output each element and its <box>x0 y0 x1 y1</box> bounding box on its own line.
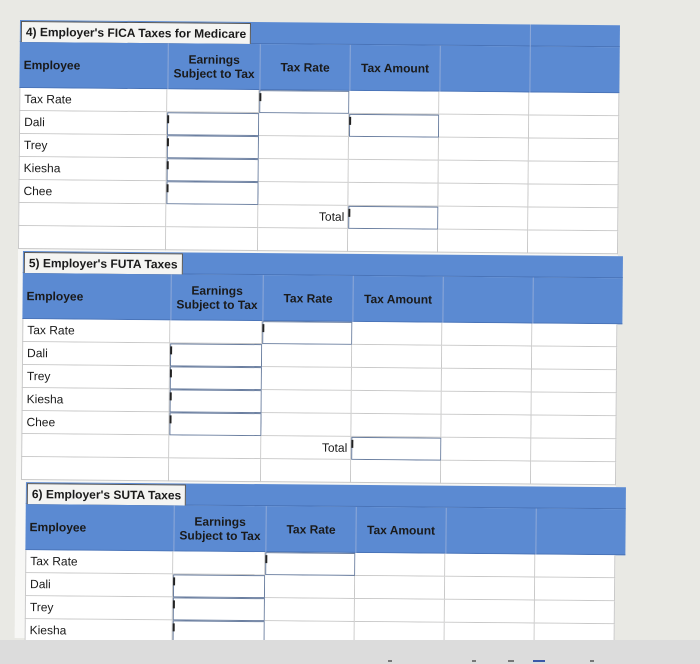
empty-cell <box>439 115 529 139</box>
edge-mark <box>508 660 514 662</box>
empty-cell <box>442 323 532 347</box>
row-label: Dali <box>19 111 167 135</box>
earnings-input[interactable] <box>173 574 265 598</box>
empty-cell <box>535 578 615 602</box>
empty-cell <box>445 554 535 578</box>
section-fica-medicare <box>20 20 620 224</box>
empty-cell <box>166 204 258 228</box>
empty-cell <box>445 577 535 601</box>
row-label: Kiesha <box>22 388 170 412</box>
empty-cell <box>438 184 528 208</box>
empty-cell <box>351 460 441 484</box>
empty-cell <box>169 435 261 459</box>
empty-cell <box>349 91 439 115</box>
header-empty-1 <box>442 277 532 324</box>
empty-cell <box>441 461 531 485</box>
header-employee: Employee <box>26 289 84 304</box>
empty-cell <box>441 438 531 462</box>
row-label: Tax Rate <box>19 88 167 112</box>
header-earnings: Earnings Subject to Tax <box>173 505 265 552</box>
row-label: Chee <box>18 180 166 204</box>
empty-cell <box>532 369 617 393</box>
empty-cell <box>351 414 441 438</box>
empty-cell <box>352 322 442 346</box>
empty-cell <box>258 182 348 206</box>
empty-cell <box>18 203 166 227</box>
header-employee: Employee <box>29 520 87 535</box>
edge-mark <box>590 660 594 662</box>
empty-cell <box>261 459 351 483</box>
empty-cell <box>18 226 166 250</box>
empty-cell <box>532 346 617 370</box>
table-row-blank <box>21 457 621 485</box>
header-tax-rate: Tax Rate <box>265 506 355 553</box>
empty-cell <box>352 345 442 369</box>
section-title-text: 5) Employer's FUTA Taxes <box>24 252 183 275</box>
row-label: Tax Rate <box>25 550 173 574</box>
empty-cell <box>166 227 258 251</box>
empty-cell <box>531 438 616 462</box>
empty-cell <box>349 160 439 184</box>
empty-cell <box>262 344 352 368</box>
row-label: Chee <box>21 411 169 435</box>
empty-cell <box>21 457 169 481</box>
empty-cell <box>348 229 438 253</box>
header-earnings: Earnings Subject to Tax <box>170 274 262 321</box>
earnings-input[interactable] <box>167 158 259 182</box>
empty-cell <box>349 137 439 161</box>
empty-cell <box>438 207 528 231</box>
section-title-text: 4) Employer's FICA Taxes for Medicare <box>21 21 251 45</box>
empty-cell <box>355 576 445 600</box>
edge-mark <box>472 660 476 662</box>
empty-cell <box>170 320 262 344</box>
empty-cell <box>438 230 528 254</box>
empty-cell <box>439 92 529 116</box>
tax-rate-input[interactable] <box>259 90 349 114</box>
empty-cell <box>535 555 615 579</box>
worksheet <box>15 20 620 643</box>
row-label: Dali <box>22 342 170 366</box>
empty-cell <box>529 138 619 162</box>
row-label: Kiesha <box>19 157 167 181</box>
empty-cell <box>532 392 617 416</box>
row-label: Trey <box>22 365 170 389</box>
empty-cell <box>348 183 438 207</box>
empty-cell <box>441 415 531 439</box>
total-input[interactable] <box>351 437 441 461</box>
header-empty-2 <box>532 277 617 324</box>
empty-cell <box>262 390 352 414</box>
empty-cell <box>355 599 445 623</box>
empty-cell <box>259 113 349 137</box>
tax-amount-input[interactable] <box>349 114 439 138</box>
empty-cell <box>259 159 349 183</box>
empty-cell <box>531 461 616 485</box>
total-label: Total <box>261 436 351 460</box>
empty-cell <box>352 391 442 415</box>
row-label: Dali <box>25 573 173 597</box>
header-empty-1 <box>439 46 529 93</box>
empty-cell <box>445 600 535 624</box>
empty-cell <box>528 184 618 208</box>
empty-cell <box>169 458 261 482</box>
tax-rate-input[interactable] <box>262 321 352 345</box>
header-employee: Employee <box>23 58 81 73</box>
empty-cell <box>439 161 529 185</box>
header-tax-amount: Tax Amount <box>352 276 442 323</box>
earnings-input[interactable] <box>167 135 259 159</box>
empty-cell <box>529 92 619 116</box>
table-header <box>25 504 625 555</box>
empty-cell <box>167 89 259 113</box>
screen-bottom-edge <box>0 640 700 664</box>
header-empty-2 <box>529 46 619 93</box>
earnings-input[interactable] <box>173 597 265 621</box>
section-title-text: 6) Employer's SUTA Taxes <box>27 483 187 506</box>
empty-cell <box>529 161 619 185</box>
empty-cell <box>442 369 532 393</box>
header-tax-rate: Tax Rate <box>259 44 349 91</box>
row-label: Tax Rate <box>22 319 170 343</box>
header-tax-amount: Tax Amount <box>349 45 439 92</box>
earnings-input[interactable] <box>167 112 259 136</box>
row-label: Trey <box>19 134 167 158</box>
empty-cell <box>528 207 618 231</box>
empty-cell <box>259 136 349 160</box>
total-input[interactable] <box>348 206 438 230</box>
edge-mark <box>388 660 392 662</box>
row-label: Trey <box>25 596 173 620</box>
empty-cell <box>529 115 619 139</box>
empty-cell <box>532 323 617 347</box>
earnings-input[interactable] <box>170 366 262 390</box>
empty-cell <box>258 228 348 252</box>
header-tax-amount: Tax Amount <box>355 507 445 554</box>
empty-cell <box>528 230 618 254</box>
earnings-input[interactable] <box>166 181 258 205</box>
earnings-input[interactable] <box>170 343 262 367</box>
table-row-blank <box>18 226 618 254</box>
earnings-input[interactable] <box>169 412 261 436</box>
table-header <box>19 42 619 93</box>
total-label: Total <box>258 205 348 229</box>
empty-cell <box>442 392 532 416</box>
earnings-input[interactable] <box>170 389 262 413</box>
empty-cell <box>355 553 445 577</box>
empty-cell <box>262 367 352 391</box>
empty-cell <box>21 434 169 458</box>
header-tax-rate: Tax Rate <box>262 275 352 322</box>
empty-cell <box>265 575 355 599</box>
edge-mark <box>533 660 545 662</box>
title-filler <box>530 24 621 47</box>
empty-cell <box>173 551 265 575</box>
tax-rate-input[interactable] <box>265 552 355 576</box>
empty-cell <box>442 346 532 370</box>
empty-cell <box>352 368 442 392</box>
empty-cell <box>261 413 351 437</box>
empty-cell <box>531 415 616 439</box>
row-label: Kiesha <box>25 619 173 643</box>
empty-cell <box>535 601 615 625</box>
header-empty-2 <box>535 509 615 556</box>
empty-cell <box>439 138 529 162</box>
empty-cell <box>265 598 355 622</box>
header-earnings: Earnings Subject to Tax <box>167 43 259 90</box>
table-header <box>22 273 622 324</box>
header-empty-1 <box>445 508 535 555</box>
